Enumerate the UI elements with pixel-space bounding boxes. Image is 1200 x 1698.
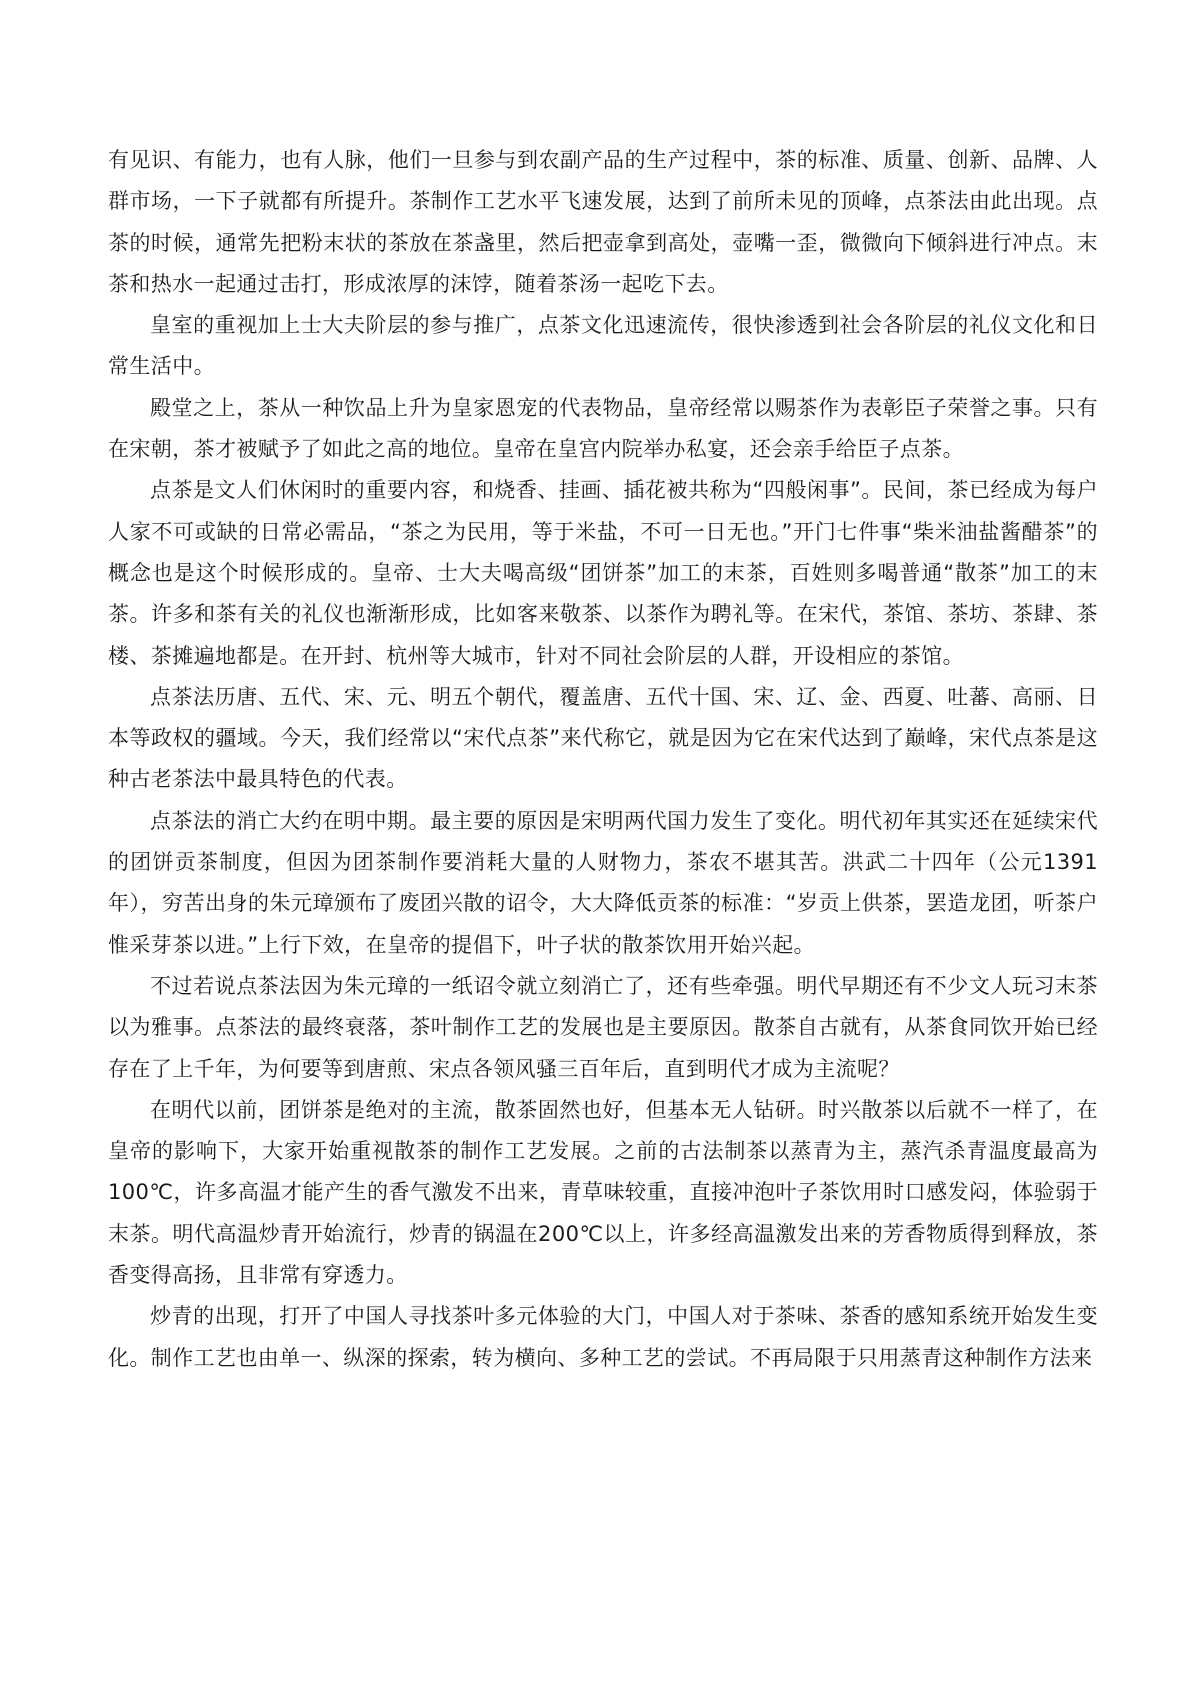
paragraph-5: 点茶法历唐、五代、宋、元、明五个朝代，覆盖唐、五代十国、宋、辽、金、西夏、吐蕃、高丽、日本等政权的疆域。今天，我们经常以“宋代点茶”来代称它，就是因为它在宋代达到了巅峰，宋代点茶是这种古老茶法中最具特色的代表。 — [108, 684, 1098, 792]
paragraph-8: 在明代以前，团饼茶是绝对的主流，散茶固然也好，但基本无人钻研。时兴散茶以后就不一样了，在皇帝的影响下，大家开始重视散茶的制作工艺发展。之前的古法制茶以蒸青为主，蒸汽杀青温度最高为100℃，许多高温才能产生的香气激发不出来，青草味较重，直接冲泡叶子茶饮用时口感发闷，体验弱于末茶。明代高温炒青开始流行，炒青的锅温在200℃以上，许多经高温激发出来的芳香物质得到释放，茶香变得高扬，且非常有穿透力。 — [108, 1097, 1098, 1288]
document-body — [108, 140, 1098, 1379]
paragraph-6: 点茶法的消亡大约在明中期。最主要的原因是宋明两代国力发生了变化。明代初年其实还在延续宋代的团饼贡茶制度，但因为团茶制作要消耗大量的人财物力，茶农不堪其苦。洪武二十四年（公元1391年），穷苦出身的朱元璋颁布了废团兴散的诏令，大大降低贡茶的标准：“岁贡上供茶，罢造龙团，听茶户惟采芽茶以进。”上行下效，在皇帝的提倡下，叶子状的散茶饮用开始兴起。 — [108, 808, 1098, 957]
paragraph-9: 炒青的出现，打开了中国人寻找茶叶多元体验的大门，中国人对于茶味、茶香的感知系统开始发生变化。制作工艺也由单一、纵深的探索，转为横向、多种工艺的尝试。不再局限于只用蒸青这种制作方法来 — [108, 1304, 1098, 1370]
paragraph-2: 皇室的重视加上士大夫阶层的参与推广，点茶文化迅速流传，很快渗透到社会各阶层的礼仪文化和日常生活中。 — [108, 313, 1098, 379]
paragraph-4: 点茶是文人们休闲时的重要内容，和烧香、挂画、插花被共称为“四般闲事”。民间，茶已经成为每户人家不可或缺的日常必需品，“茶之为民用，等于米盐，不可一日无也。”开门七件事“柴米油盐酱醋茶”的概念也是这个时候形成的。皇帝、士大夫喝高级“团饼茶”加工的末茶，百姓则多喝普通“散茶”加工的末茶。许多和茶有关的礼仪也渐渐形成，比如客来敬茶、以茶作为聘礼等。在宋代，茶馆、茶坊、茶肆、茶楼、茶摊遍地都是。在开封、杭州等大城市，针对不同社会阶层的人群，开设相应的茶馆。 — [108, 478, 1098, 668]
paragraph-1: 有见识、有能力，也有人脉，他们一旦参与到农副产品的生产过程中，茶的标准、质量、创新、品牌、人群市场，一下子就都有所提升。茶制作工艺水平飞速发展，达到了前所未见的顶峰，点茶法由此出现。点茶的时候，通常先把粉末状的茶放在茶盏里，然后把壶拿到高处，壶嘴一歪，微微向下倾斜进行冲点。末茶和热水一起通过击打，形成浓厚的沫饽，随着茶汤一起吃下去。 — [108, 148, 1098, 296]
paragraph-7: 不过若说点茶法因为朱元璋的一纸诏令就立刻消亡了，还有些牵强。明代早期还有不少文人玩习末茶以为雅事。点茶法的最终衰落，茶叶制作工艺的发展也是主要原因。散茶自古就有，从茶食同饮开始已经存在了上千年，为何要等到唐煎、宋点各领风骚三百年后，直到明代才成为主流呢？ — [108, 973, 1098, 1081]
paragraph-3: 殿堂之上，茶从一种饮品上升为皇家恩宠的代表物品，皇帝经常以赐茶作为表彰臣子荣誉之事。只有在宋朝，茶才被赋予了如此之高的地位。皇帝在皇宫内院举办私宴，还会亲手给臣子点茶。 — [108, 395, 1098, 462]
